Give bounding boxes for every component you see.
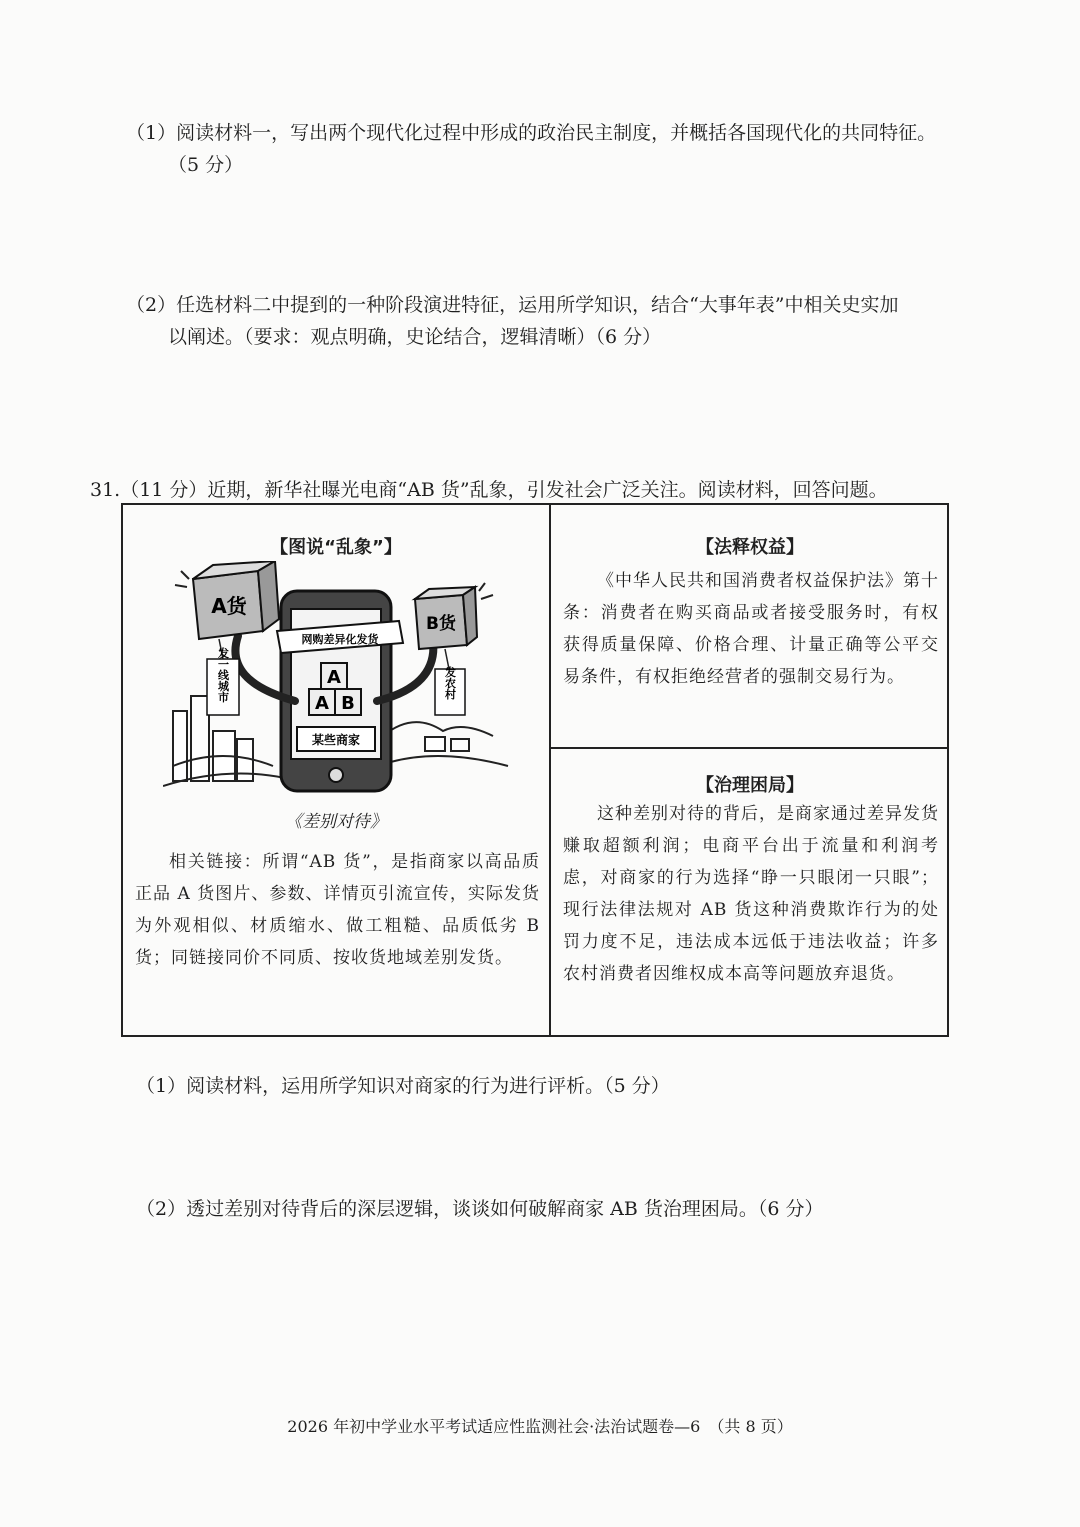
right-top-title: 【法释权益】 — [696, 537, 804, 558]
material-table — [121, 503, 949, 1037]
question-2-line1: （2）任选材料二中提到的一种阶段演进特征，运用所学知识，结合“大事年表”中相关史实加 — [126, 294, 899, 316]
merchant-label: 某些商家 — [311, 733, 361, 747]
tag-village-label: 发农村 — [443, 666, 457, 700]
question-1-line2: （5 分） — [168, 154, 244, 176]
vertical-divider — [549, 505, 551, 1035]
left-box-link-text: 相关链接：所谓“AB 货”，是指商家以高品质正品 A 货图片、参数、详情页引流宣传，实际发货为外观相似、材质缩水、做工粗糙、品质低劣 B 货；同链接同价不同质、按收货地域差别发货。 — [135, 852, 540, 968]
cartoon-illustration — [163, 561, 513, 797]
question-31-2: （2）透过差别对待背后的深层逻辑，谈谈如何破解商家 AB 货治理困局。（6 分） — [136, 1198, 824, 1220]
tag-city-label: 发一线城市 — [216, 647, 230, 703]
question-2-line2: 以阐述。（要求：观点明确，史论结合，逻辑清晰）（6 分） — [168, 326, 662, 348]
box-b-icon — [415, 587, 477, 649]
block-a-top: A — [327, 667, 341, 688]
tag-village-icon — [435, 649, 465, 715]
merchant-sign-icon — [297, 727, 375, 751]
page-footer: 2026 年初中学业水平考试适应性监测社会·法治试题卷—6 （共 8 页） — [287, 1417, 793, 1436]
right-top-text: 《中华人民共和国消费者权益保护法》第十条：消费者在购买商品或者接受服务时，有权获得质量保障、价格合理、计量正确等公平交易条件，有权拒绝经营者的强制交易行为。 — [563, 571, 939, 687]
question-31-1: （1）阅读材料，运用所学知识对商家的行为进行评析。（5 分） — [136, 1075, 670, 1097]
question-31-intro: 31.（11 分）近期，新华社曝光电商“AB 货”乱象，引发社会广泛关注。阅读材料，回答问题。 — [90, 479, 888, 501]
question-1-line1: （1）阅读材料一，写出两个现代化过程中形成的政治民主制度，并概括各国现代化的共同特征。 — [126, 122, 937, 144]
block-a-bottom: A — [315, 693, 329, 714]
box-a-icon — [193, 561, 279, 639]
horizontal-divider — [550, 747, 947, 749]
right-bottom-text: 这种差别对待的背后，是商家通过差异发货赚取超额利润；电商平台出于流量和利润考虑，对商家的行为选择“睁一只眼闭一只眼”；现行法律法规对 AB 货这种消费欺诈行为的处罚力度不足，违法成本远低于违法收益；许多农村消费者因维权成本高等问题放弃退货。 — [563, 804, 939, 984]
illustration-caption: 《差别对待》 — [285, 812, 387, 832]
right-bottom-title: 【治理困局】 — [696, 775, 804, 796]
box-b-label: B货 — [426, 614, 456, 634]
box-a-label: A货 — [211, 594, 247, 618]
block-b: B — [341, 693, 355, 714]
left-box-title: 【图说“乱象”】 — [270, 537, 402, 558]
village-hills-icon — [378, 722, 508, 766]
banner-label: 网购差异化发货 — [301, 633, 379, 646]
